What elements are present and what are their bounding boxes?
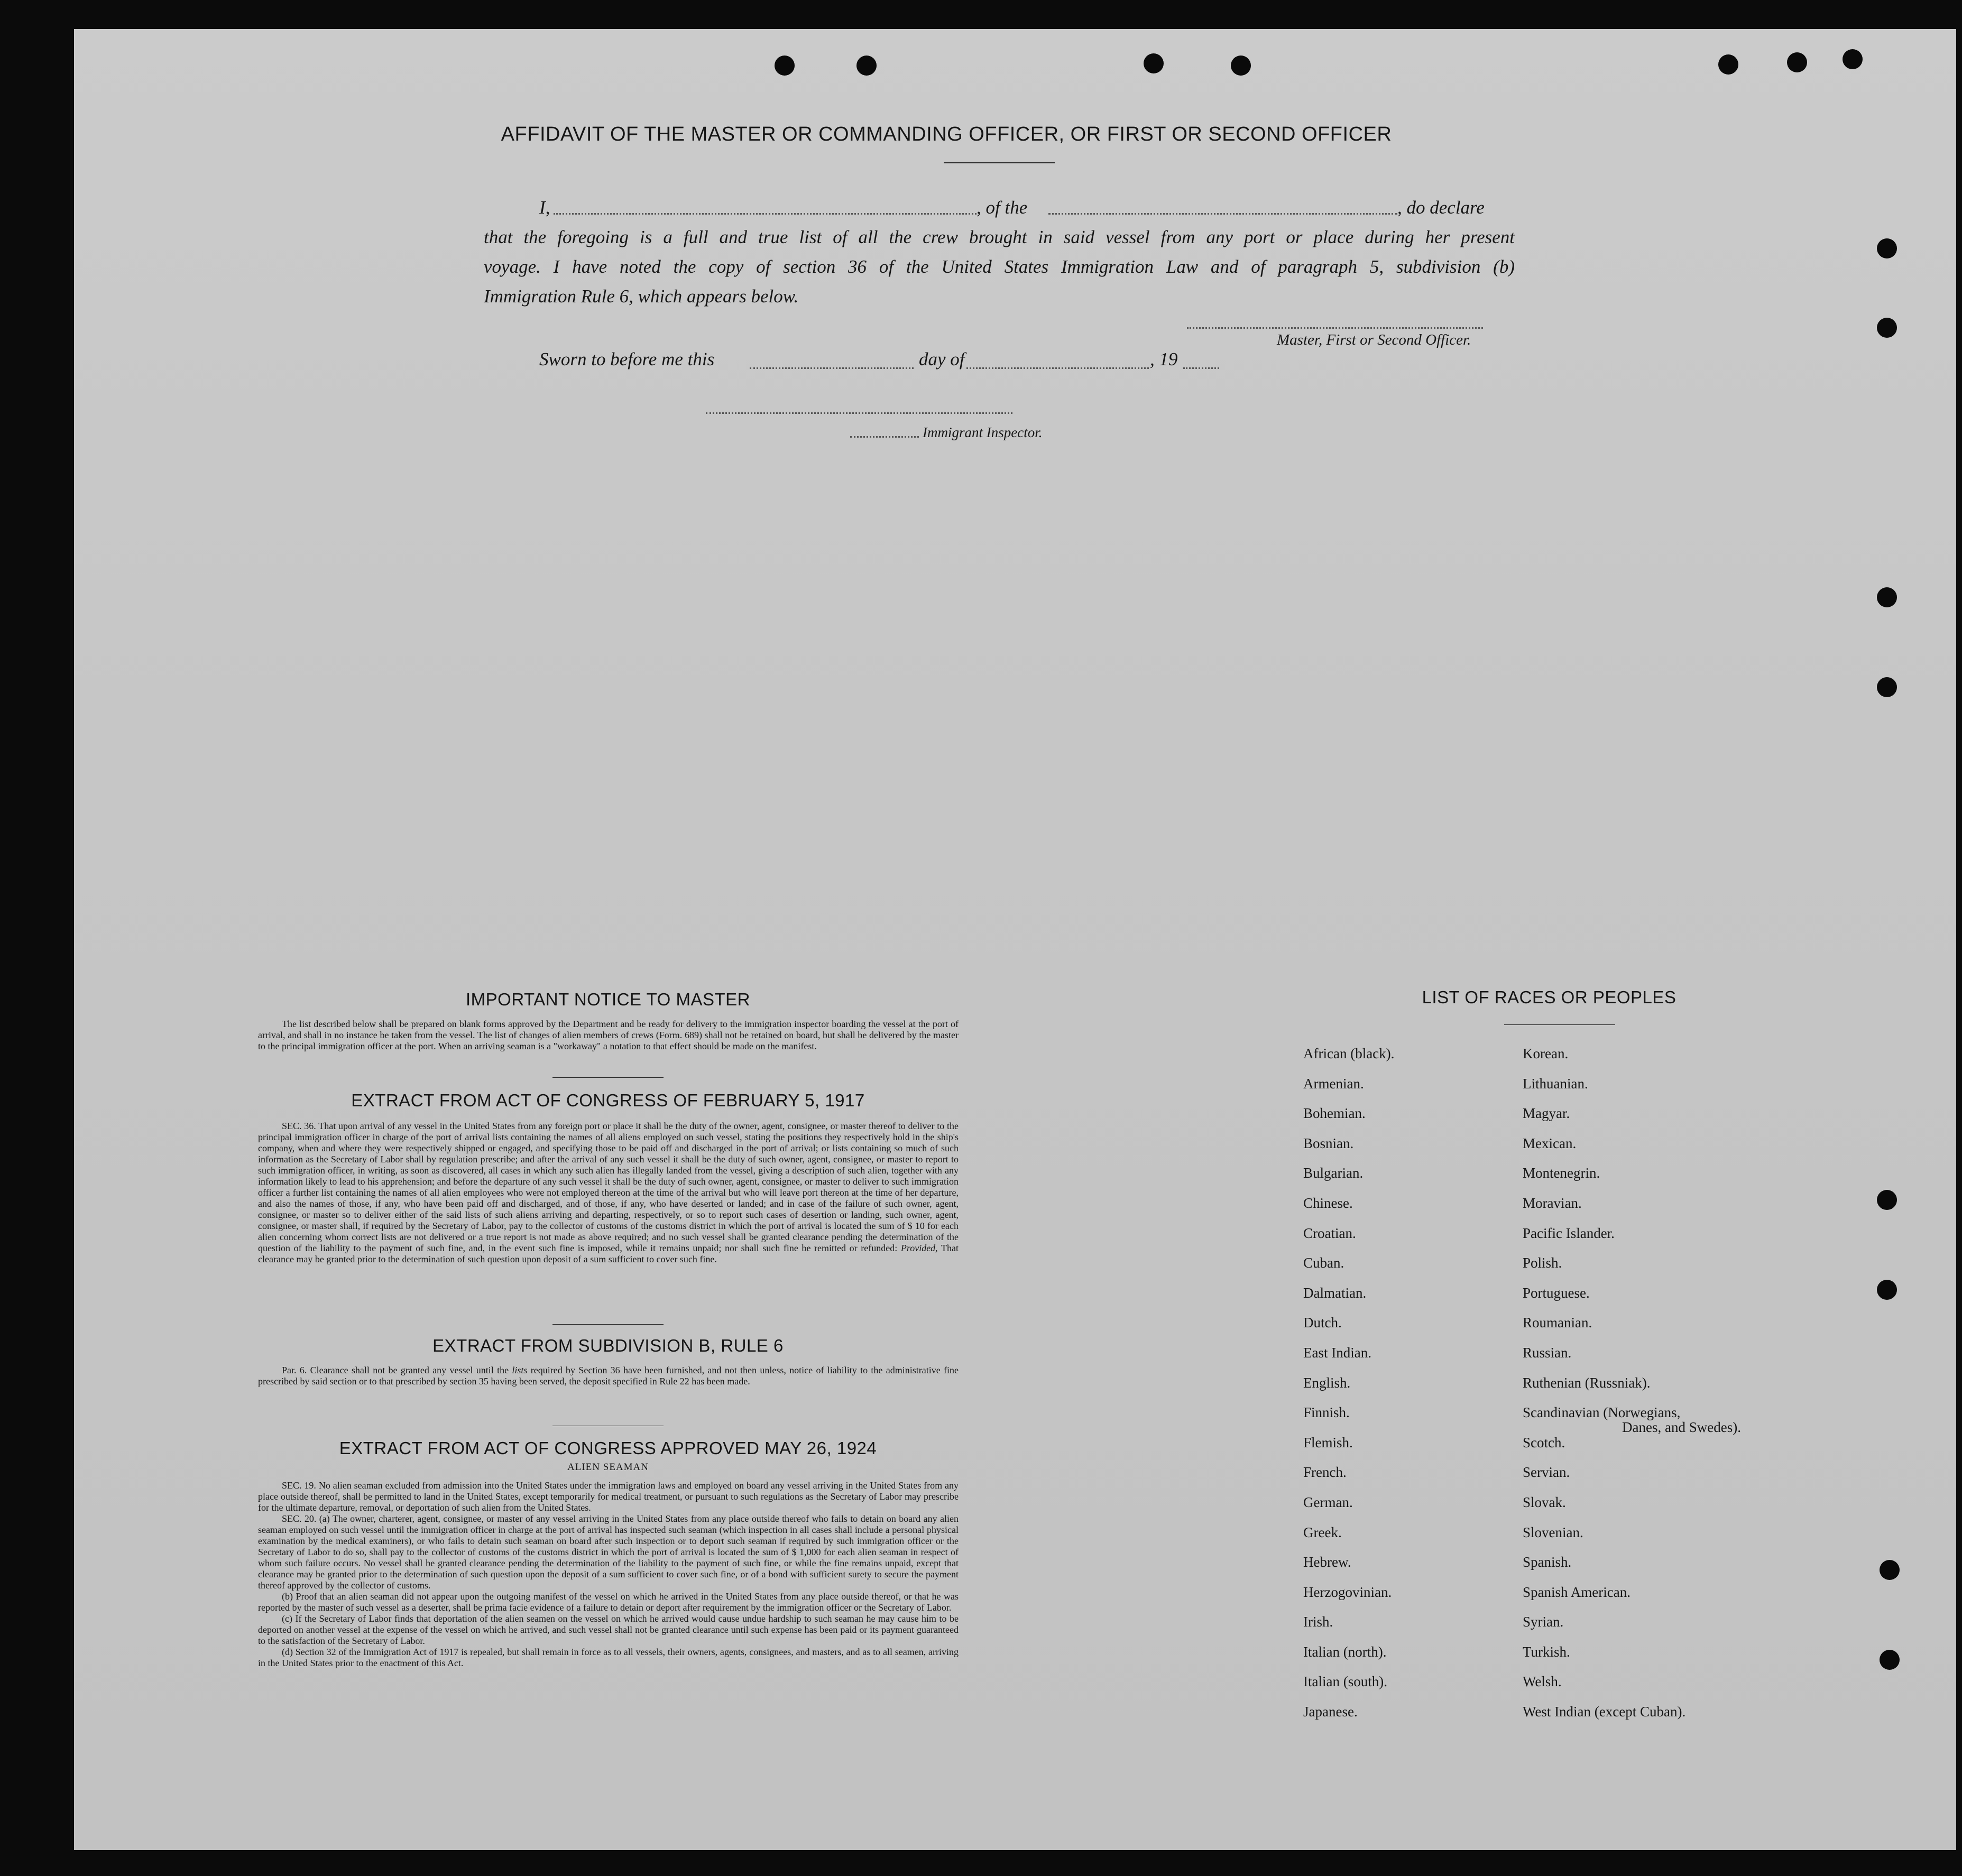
sworn-prefix: Sworn to before me this (539, 349, 715, 369)
extract-rule6-body (258, 1365, 959, 1387)
race-left: Italian (north). (1303, 1643, 1387, 1660)
race-row (1303, 1637, 1779, 1667)
extract-rule6-title: EXTRACT FROM SUBDIVISION B, RULE 6 (432, 1336, 784, 1355)
inspector-caption-dots (850, 436, 919, 438)
year-label: , 19 (1150, 349, 1178, 369)
document-sheet (74, 29, 1956, 1850)
affidavit-body (484, 193, 1515, 311)
race-row (1303, 1518, 1779, 1548)
vessel-blank[interactable] (1048, 213, 1397, 215)
punch-hole (1877, 1280, 1897, 1300)
race-row (1303, 1158, 1779, 1188)
punch-hole (1843, 49, 1863, 69)
race-row (1303, 1607, 1779, 1637)
punch-hole (1880, 1650, 1900, 1670)
punch-hole (1877, 677, 1897, 697)
race-right: Roumanian. (1523, 1315, 1592, 1331)
race-right: Slovenian. (1523, 1524, 1583, 1540)
sec-36-paragraph (258, 1121, 959, 1265)
race-left: German. (1303, 1494, 1353, 1510)
notice-title: IMPORTANT NOTICE TO MASTER (465, 990, 750, 1009)
race-row (1303, 1188, 1779, 1218)
affidavit-line-1 (484, 193, 1515, 223)
race-row (1303, 1069, 1779, 1099)
race-right: Spanish. (1523, 1554, 1572, 1570)
race-right: Ruthenian (Russniak). (1523, 1374, 1651, 1391)
punch-hole (1877, 1190, 1897, 1210)
notice-paragraph: The list described below shall be prepared on blank forms approved by the Department and be ready for delivery to the immigration inspector boarding the vessel at the port of arrival, and shall in no instance be taken from the vessel. The list of changes of alien members of crews (Form. 689) shall not be retained on board, but shall be delivered by the master to the principal immigration officer at the port. When an arriving seaman is a "workaway" a notation to that effect should be made on the manifest. (258, 1019, 959, 1051)
race-right: Turkish. (1523, 1643, 1570, 1660)
race-left: Chinese. (1303, 1195, 1353, 1211)
race-row (1303, 1308, 1779, 1338)
race-row (1303, 1487, 1779, 1518)
race-left: Armenian. (1303, 1075, 1364, 1092)
punch-hole (856, 56, 877, 76)
i-label: I, (539, 197, 550, 218)
punch-hole (1144, 53, 1164, 73)
extract-1924-title: EXTRACT FROM ACT OF CONGRESS APPROVED MAY 26, 1924 (339, 1438, 877, 1458)
par-6-text: Par. 6. Clearance shall not be granted any vessel until the (282, 1365, 509, 1375)
extract-1924-body (258, 1480, 959, 1669)
sec-20b-paragraph: (b) Proof that an alien seaman did not appear upon the outgoing manifest of the vessel on which he arrived in the United States from any place outside thereof, or that he was reported by the master of such vessel as a deserter, shall be prima facie evidence of a failure to detain or deport after requirement by the immigration officer or the Secretary of Labor. (258, 1591, 959, 1613)
race-row (1303, 1368, 1779, 1398)
alien-seaman-subtitle: ALIEN SEAMAN (567, 1462, 649, 1473)
race-row (1303, 1218, 1779, 1249)
race-left: Bohemian. (1303, 1105, 1366, 1122)
race-right: Polish. (1523, 1255, 1562, 1271)
extract-1917-body (258, 1121, 959, 1265)
race-left: Finnish. (1303, 1404, 1350, 1421)
race-left: Herzogovinian. (1303, 1584, 1392, 1600)
race-right: Lithuanian. (1523, 1075, 1588, 1092)
race-row (1303, 1457, 1779, 1487)
races-list (1303, 1039, 1779, 1727)
race-right: Slovak. (1523, 1494, 1566, 1510)
sworn-year-blank[interactable] (1183, 367, 1219, 369)
race-right: West Indian (except Cuban). (1523, 1704, 1686, 1720)
sworn-day-blank[interactable] (750, 367, 914, 369)
race-row (1303, 1278, 1779, 1308)
race-right: Syrian. (1523, 1614, 1564, 1630)
affidavit-line-4: Immigration Rule 6, which appears below. (484, 286, 799, 307)
race-right: Montenegrin. (1523, 1165, 1600, 1181)
sec-19-paragraph: SEC. 19. No alien seaman excluded from admission into the United States under the immigration laws and employed on board any vessel arriving in the United States from any place outside thereof, shall be permitted to land in the United States, except temporarily for medical treatment, or pursuant to such regulations as the Secretary of Labor may prescribe for the ultimate departure, removal, or deportation of such alien from the United States. (258, 1480, 959, 1513)
sec-20d-paragraph: (d) Section 32 of the Immigration Act of 1917 is repealed, but shall remain in force as to all vessels, their owners, agents, consignees, and masters, and as to all seamen, arriving in the United States prior to the enactment of this Act. (258, 1647, 959, 1668)
race-row (1303, 1547, 1779, 1577)
sec-20c-paragraph: (c) If the Secretary of Labor finds that deportation of the alien seamen on the vessel on which he arrived would cause undue hardship to such seaman he may cause him to be deported on another vessel at the expense of the vessel on which he arrived, and such vessel shall not be granted clearance until such expense has been paid or its payment guaranteed to the satisfaction of the Secretary of Labor. (258, 1613, 959, 1646)
races-title: LIST OF RACES OR PEOPLES (1422, 987, 1677, 1007)
race-row (1303, 1129, 1779, 1159)
race-left: Italian (south). (1303, 1674, 1387, 1690)
race-left: Flemish. (1303, 1434, 1353, 1450)
lists-word: lists (512, 1365, 528, 1375)
master-signature-caption: Master, First or Second Officer. (1277, 331, 1471, 348)
race-right: Korean. (1523, 1046, 1569, 1061)
race-right: Magyar. (1523, 1105, 1570, 1122)
race-right: Russian. (1523, 1344, 1572, 1361)
of-the-label: , of the (977, 197, 1028, 218)
race-left: Bulgarian. (1303, 1165, 1364, 1181)
extract-1917-title: EXTRACT FROM ACT OF CONGRESS OF FEBRUARY 5, 1917 (351, 1091, 865, 1110)
divider (552, 1324, 664, 1325)
day-of-label: day of (919, 349, 965, 369)
race-left: Greek. (1303, 1524, 1342, 1540)
do-declare-label: , do declare (1397, 197, 1485, 218)
punch-hole (1880, 1560, 1900, 1580)
affidavit-line-2: that the foregoing is a full and true list of all the crew brought in said vessel from any port or place during her present (484, 227, 1515, 247)
race-row (1303, 1667, 1779, 1697)
race-row (1303, 1098, 1779, 1129)
name-blank[interactable] (554, 213, 977, 215)
race-left: Croatian. (1303, 1225, 1356, 1241)
affidavit-title: AFFIDAVIT OF THE MASTER OR COMMANDING OFFICER, OR FIRST OR SECOND OFFICER (501, 123, 1392, 145)
sworn-line (539, 349, 714, 370)
scandinavian-continuation: Danes, and Swedes). (1622, 1419, 1741, 1435)
race-row (1303, 1338, 1779, 1368)
divider (552, 1077, 664, 1078)
race-left: English. (1303, 1374, 1351, 1391)
provided-word: Provided, (900, 1243, 938, 1253)
race-right: Spanish American. (1523, 1584, 1631, 1600)
race-right: Scotch. (1523, 1434, 1565, 1450)
race-left: Hebrew. (1303, 1554, 1351, 1570)
title-divider (944, 162, 1055, 163)
sworn-month-blank[interactable] (966, 367, 1149, 369)
punch-hole (1877, 318, 1897, 338)
race-right: Servian. (1523, 1464, 1570, 1481)
race-left: Dalmatian. (1303, 1284, 1367, 1301)
affidavit-line-3: voyage. I have noted the copy of section 36 of the United States Immigration Law and of paragraph 5, subdivision (b) (484, 256, 1515, 277)
race-left: East Indian. (1303, 1344, 1371, 1361)
race-row (1303, 1039, 1779, 1069)
race-row (1303, 1248, 1779, 1278)
punch-hole (1718, 54, 1738, 75)
punch-hole (775, 56, 795, 76)
race-right: Portuguese. (1523, 1284, 1590, 1301)
sec-20a-paragraph: SEC. 20. (a) The owner, charterer, agent, consignee, or master of any vessel arriving in the United States from any place outside thereof who fails to detain on board any alien seaman employed on such vessel until the immigration officer in charge at the port of arrival has inspected such seaman (which inspection in all cases shall include a personal physical examination by the medical examiners), or who fails to detain such seaman on board after such inspection or to deport such seaman if required by such immigration officer or the Secretary of Labor to do so, shall pay to the collector of customs of the customs district in which the port of arrival is located the sum of $ 1,000 for each alien seaman in respect of whom such failure occurs. No vessel shall be granted clearance pending the determination of the liability to the payment of such fine, or while the fine remains unpaid, except that clearance may be granted prior to the determination of such question upon the deposit of a sum sufficient to cover such fine, or of a bond with sufficient surety to secure the payment thereof approved by the collector of customs. (258, 1513, 959, 1591)
race-right: Mexican. (1523, 1135, 1577, 1151)
punch-hole (1231, 56, 1251, 76)
notice-body (258, 1019, 959, 1052)
race-left: French. (1303, 1464, 1347, 1481)
race-row (1303, 1697, 1779, 1727)
race-row (1303, 1577, 1779, 1607)
sec-36-text: SEC. 36. That upon arrival of any vessel in the United States from any foreign port or place it shall be the duty of the owner, agent, consignee, or master thereof to deliver to the principal immigration officer in charge of the port of arrival lists containing the names of all aliens employed on such vessel, stating the positions they respectively hold in the ship's company, when and where they were respectively shipped or engaged, and specifying those to be paid off and discharged in the port of arrival; or lists containing so much of such information as the Secretary of Labor shall by regulation prescribe; and after the arrival of any such vessel it shall be the duty of such owner, agent, consignee, or master to report to such immigration officer, in writing, as soon as discovered, all cases in which any such alien has illegally landed from the vessel, giving a description of such alien, together with any information likely to lead to his apprehension; and before the departure of any such vessel it shall be the duty of such owner, agent, consignee, or master to deliver to such immigration officer a further list containing the names of all alien employees who were not employed thereon at the time of the arrival but who will leave port thereon at the time of her departure, and also the names of those, if any, who have been paid off and discharged, and of those, if any, who have deserted or landed; and in case of the failure of such owner, agent, consignee, or master so to deliver either of the said lists of such aliens arriving and departing, respectively, or so to report such cases of desertion or landing, such owner, agent, consignee, or master shall, if required by the Secretary of Labor, pay to the collector of customs of the customs district in which the port of arrival is located the sum of $ 10 for each alien concerning whom correct lists are not delivered or a true report is not made as above required; and no such vessel shall be granted clearance pending the determination of the question of the liability to the payment of such fine, and, in the event such fine is imposed, while it remains unpaid; nor shall such fine be remitted or refunded: (258, 1121, 959, 1253)
race-left: Japanese. (1303, 1704, 1358, 1720)
race-left: African (black). (1303, 1046, 1395, 1061)
punch-hole (1787, 52, 1807, 72)
master-signature-line[interactable] (1187, 327, 1483, 329)
race-left: Irish. (1303, 1614, 1333, 1630)
race-right: Pacific Islander. (1523, 1225, 1615, 1241)
race-left: Dutch. (1303, 1315, 1342, 1331)
race-left: Bosnian. (1303, 1135, 1354, 1151)
sec-36-text-end: That clearance may be granted prior to the determination of such question upon deposit of a sum sufficient to cover such fine. (258, 1243, 959, 1264)
par-6-text-end: required by Section 36 have been furnished, and not then unless, notice of liability to the administrative fine prescribed by said section or to that prescribed by section 35 having been served, the deposit specified in Rule 22 has been made. (258, 1365, 959, 1387)
punch-hole (1877, 238, 1897, 258)
par-6-paragraph (258, 1365, 959, 1387)
race-right: Scandinavian (Norwegians, (1523, 1404, 1681, 1421)
race-left: Cuban. (1303, 1255, 1344, 1271)
race-right: Moravian. (1523, 1195, 1582, 1211)
divider (1504, 1024, 1615, 1025)
inspector-caption: Immigrant Inspector. (923, 424, 1043, 440)
punch-hole (1877, 587, 1897, 607)
race-right: Welsh. (1523, 1674, 1562, 1690)
inspector-signature-line[interactable] (706, 412, 1012, 414)
